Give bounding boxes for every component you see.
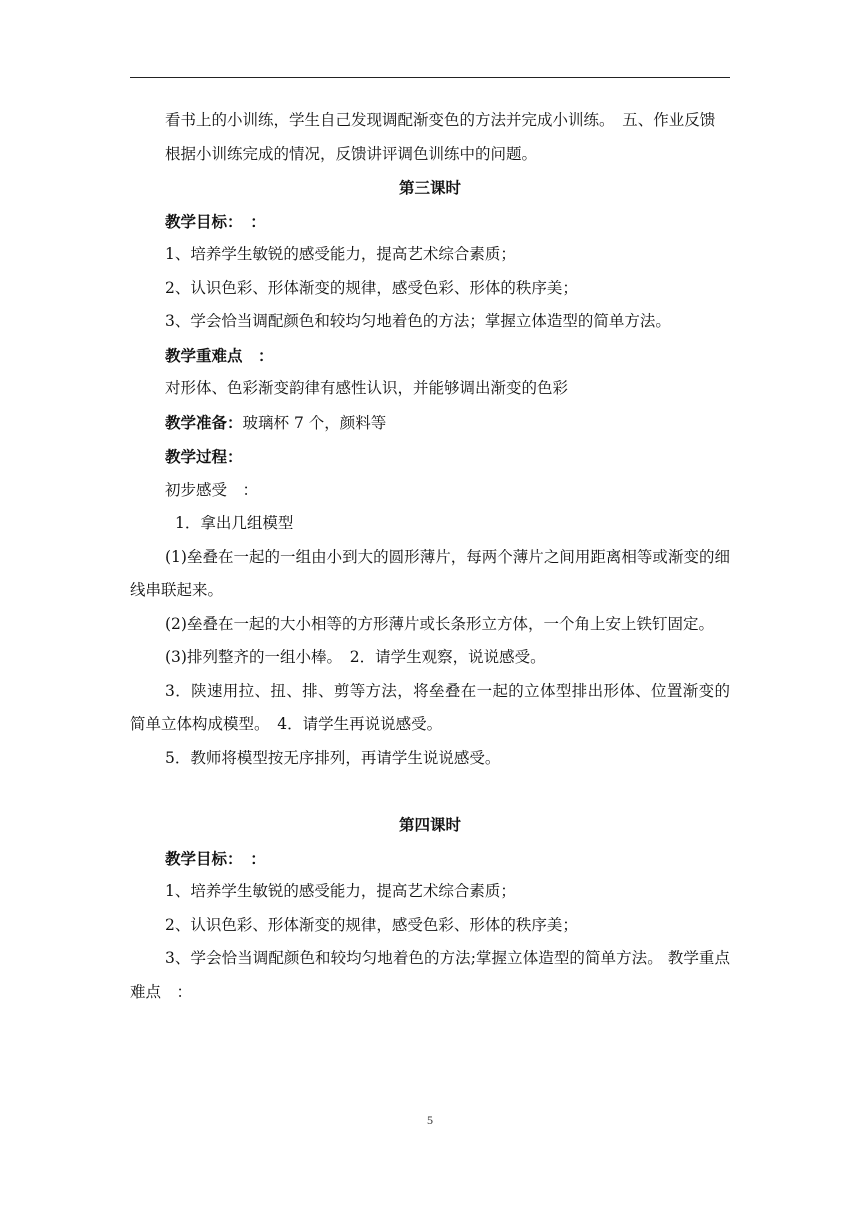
lesson3-model-1: (1)垒叠在一起的一组由小到大的圆形薄片，每两个薄片之间用距离相等或渐变的细线串联起来。 [130,547,730,599]
lesson3-objective-2: 2、认识色彩、形体渐变的规律，感受色彩、形体的秩序美； [165,278,578,297]
lesson3-difficulty-label: 教学重难点 ： [165,345,274,365]
lesson3-difficulty-text: 对形体、色彩渐变韵律有感性认识，并能够调出渐变的色彩 [165,379,569,397]
lesson3-model-2: (2)垒叠在一起的大小相等的方形薄片或长条形立方体，一个角上安上铁钉固定。 [165,614,714,633]
lesson4-objective-3: 3、学会恰当调配颜色和较均匀地着色的方法;掌握立体造型的简单方法。 教学重点难点 ： [130,949,730,1001]
lesson4-objectives-label: 教学目标： ： [165,848,266,868]
lesson4-objective-1: 1、培养学生敏锐的感受能力，提高艺术综合素质； [165,882,516,900]
lesson3-prep-label: 教学准备： [165,412,243,432]
lesson3-process-label: 教学过程： [165,447,243,466]
lesson3-step-5: 5．教师将模型按无序排列，再请学生说说感受。 [165,748,501,767]
paragraph-feedback: 根据小训练完成的情况，反馈讲评调色训练中的问题。 [165,144,538,163]
page-number: 5 [427,1113,433,1127]
section-gap [130,775,730,808]
lesson3-prep-text: 玻璃杯 7 个，颜料等 [242,413,387,432]
document-body [130,104,730,1009]
lesson3-objective-1: 1、培养学生敏锐的感受能力，提高艺术综合素质； [165,245,516,263]
lesson3-prep [130,406,730,441]
lesson3-objectives-label: 教学目标： ： [165,211,266,231]
lesson3-model-3: (3)排列整齐的一组小棒。 2．请学生观察，说说感受。 [165,648,546,666]
lesson4-title: 第四课时 [398,815,461,834]
lesson4-objective-2: 2、认识色彩、形体渐变的规律，感受色彩、形体的秩序美； [165,915,578,934]
paragraph-practice: 看书上的小训练，学生自己发现调配渐变色的方法并完成小训练。 五、作业反馈 [165,111,716,129]
header-rule [130,77,730,78]
lesson3-objective-3: 3、学会恰当调配颜色和较均匀地着色的方法；掌握立体造型的简单方法。 [165,312,671,330]
lesson3-step-3: 3．陕速用拉、扭、排、剪等方法，将垒叠在一起的立体型排出形体、位置渐变的简单立体构成模型。 4．请学生再说说感受。 [130,681,730,733]
lesson3-step-1: 1．拿出几组模型 [175,514,294,532]
lesson3-initial-feel: 初步感受 ： [165,480,259,499]
lesson3-title: 第三课时 [398,178,461,197]
